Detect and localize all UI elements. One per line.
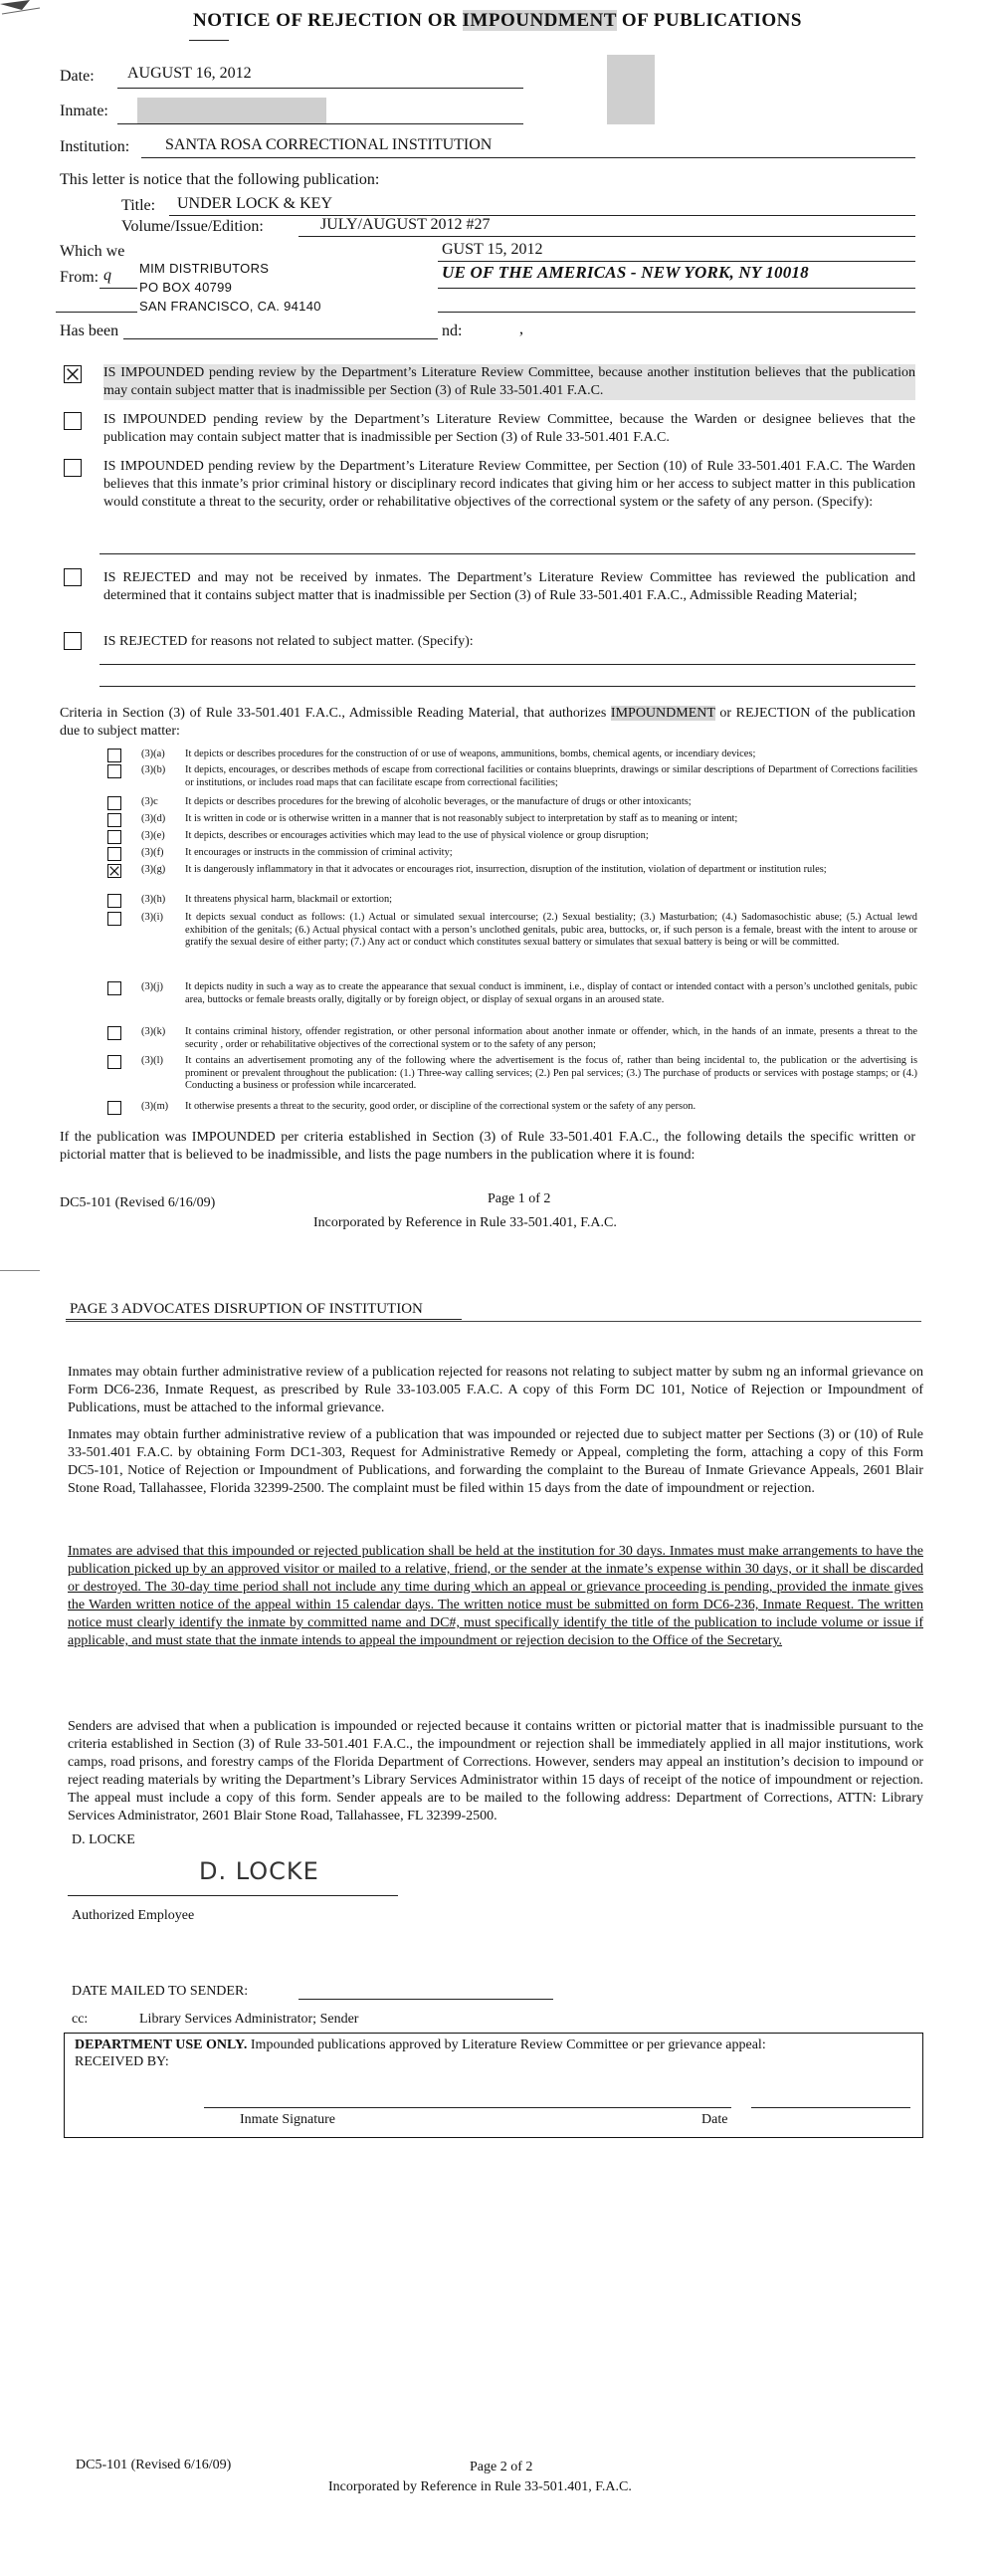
criterion-k-text: It contains criminal history, offender registration, or other personal information about another inmate or offender, which, in the hands of an inmate, presents a threat to the security , order or rehabilitative objectives of the correctional system or to the safety of any person; bbox=[185, 1026, 917, 1050]
option-2-text: IS IMPOUNDED pending review by the Department’s Literature Review Committee, because the Warden or designee believes that the publication may contain subject matter that is inadmissible per Section (3) of Rule 33-501.401 F.A.C. bbox=[103, 412, 915, 445]
department-use-heading bbox=[75, 2037, 766, 2054]
criterion-m-checkbox[interactable] bbox=[107, 1101, 121, 1115]
inmate-label: Inmate: bbox=[60, 103, 108, 119]
impounded-details-text: If the publication was IMPOUNDED per criteria established in Section (3) of Rule 33-501.401 F.A.C., the following details the specific written or pictorial matter that is believed to be inadmissible, and lists the page numbers in the publication where it is found: bbox=[60, 1130, 915, 1163]
criterion-b-checkbox[interactable] bbox=[107, 764, 121, 778]
criterion-f-checkbox[interactable] bbox=[107, 847, 121, 861]
title-part-2: OF PUBLICATIONS bbox=[616, 10, 802, 31]
option-2-checkbox[interactable] bbox=[64, 412, 82, 430]
criterion-c-checkbox[interactable] bbox=[107, 796, 121, 810]
option-5-specify-line-2 bbox=[100, 686, 915, 687]
which-line bbox=[438, 261, 915, 262]
typed-employee-name: D. LOCKE bbox=[72, 1832, 135, 1847]
institution-line bbox=[141, 157, 915, 158]
x-mark-icon bbox=[108, 865, 120, 877]
criteria-intro-part-1: Criteria in Section (3) of Rule 33-501.401 F.A.C., Admissible Reading Material, that authorizes bbox=[60, 706, 611, 721]
sender-stamp-line-3: SAN FRANCISCO, CA. 94140 bbox=[139, 299, 321, 314]
criteria-intro-part-2: or REJECTION of the publication due to subject matter: bbox=[60, 706, 916, 739]
criteria-intro-highlight: IMPOUNDMENT bbox=[610, 706, 715, 721]
sender-stamp-line-2: PO BOX 40799 bbox=[139, 280, 233, 295]
title-part-1: NOTICE OF REJECTION OR bbox=[193, 10, 463, 31]
criterion-l-text: It contains an advertisement promoting any of the following where the advertisement is the focus of, rather than being incidental to, the publication or the advertising is prominent or prevalent throughout the publication: (1.) Three-way calling services; (2.) Pen pal services; (3.) The purchase of products or services with postage stamps; or (4.) Conducting a business or profession while incarcerated. bbox=[185, 1055, 917, 1091]
criterion-k-checkbox[interactable] bbox=[107, 1026, 121, 1040]
criterion-d-text: It is written in code or is otherwise written in a manner that is not reasonably subject to interpretation by staff as to meaning or intent; bbox=[185, 813, 738, 824]
page-2-form-id: DC5-101 (Revised 6/16/09) bbox=[76, 2458, 232, 2472]
inmate-signature-label: Inmate Signature bbox=[240, 2112, 336, 2127]
volume-value: JULY/AUGUST 2012 #27 bbox=[320, 216, 491, 233]
receipt-date-line bbox=[751, 2107, 910, 2108]
has-been-line bbox=[123, 338, 438, 339]
page-2-header-line bbox=[66, 1319, 462, 1320]
option-5-text: IS REJECTED for reasons not related to subject matter. (Specify): bbox=[103, 634, 474, 649]
x-mark-icon bbox=[65, 366, 81, 382]
criterion-b-text: It depicts, encourages, or describes methods of escape from correctional facilities or contains blueprints, drawings or similar descriptions of Department of Corrections facilities or institutions, or includes road maps that can facilitate escape from correctional facilities; bbox=[185, 764, 917, 788]
date-mailed-line bbox=[298, 1999, 553, 2000]
paragraph-sender-appeals: Senders are advised that when a publication is impounded or rejected because it contains written or pictorial matter that is inadmissible pursuant to the criteria established in Section (3) of Rule 33-501.401 F.A.C., the impoundment or rejection shall be immediately applied in all major institutions, work camps, road prisons, and forestry camps of the Florida Department of Corrections. However, senders may appeal an institution’s decision to impound or reject reading materials by writing the Department’s Library Services Administrator within 15 days of receipt of the notice of impoundment or rejection. The appeal must include a copy of this form. Sender appeals are to be mailed to the following address: Department of Corrections, ATTN: Library Services Administrator, 2601 Blair Stone Road, Tallahassee, FL 32399-2500. bbox=[68, 1719, 923, 1824]
criterion-c-code: (3)c bbox=[141, 796, 158, 807]
criterion-g-text: It is dangerously inflammatory in that it advocates or encourages riot, insurrection, disruption of the institution, violation of department or institution rules; bbox=[185, 864, 827, 875]
cc-value: Library Services Administrator; Sender bbox=[139, 2012, 359, 2027]
criterion-f-text: It encourages or instructs in the commission of criminal activity; bbox=[185, 847, 453, 858]
option-3-text: IS IMPOUNDED pending review by the Department’s Literature Review Committee, per Section (10) of Rule 33-501.401 F.A.C. The Warden believes that this inmate’s prior criminal history or disciplinary record indicates that giving him or her access to subject matter in this publication would constitute a threat to the security, order or rehabilitative objectives of the correctional system or the safety of any person. (Specify): bbox=[103, 459, 915, 510]
from-stub-2 bbox=[56, 312, 137, 313]
criterion-m-text: It otherwise presents a threat to the security, good order, or discipline of the correctional system or the safety of any person. bbox=[185, 1101, 696, 1112]
criterion-i-text: It depicts sexual conduct as follows: (1.) Actual or simulated sexual intercourse; (2.) Sexual bestiality; (3.) Masturbation; (4.) Sadomasochistic abuse; (5.) Actual lewd exhibition of the genitals; (6.) Actual physical contact with a person’s unclothed genitals, pubic area, buttocks, or, if such person is a female, breast with the intent to arouse or gratify the sexual desire of either party; (7.) Any act or conduct which constitutes sexual battery or simulates that sexual battery is being or will be committed. bbox=[185, 912, 917, 948]
criterion-j-code: (3)(j) bbox=[141, 981, 163, 992]
criterion-l-checkbox[interactable] bbox=[107, 1055, 121, 1069]
comma-mark: , bbox=[519, 321, 523, 337]
criterion-j-checkbox[interactable] bbox=[107, 981, 121, 995]
publication-title-line bbox=[169, 215, 915, 216]
criterion-a-checkbox[interactable] bbox=[107, 749, 121, 762]
publication-title-label: Title: bbox=[121, 197, 156, 214]
from-line-1 bbox=[438, 288, 915, 289]
has-been-label: Has been bbox=[60, 322, 119, 339]
received-by-label: RECEIVED BY: bbox=[75, 2054, 169, 2069]
from-mark: q bbox=[103, 267, 111, 284]
notice-intro: This letter is notice that the following publication: bbox=[60, 171, 380, 188]
date-value: AUGUST 16, 2012 bbox=[127, 65, 252, 82]
sender-stamp bbox=[139, 261, 321, 315]
page-2-incorporated: Incorporated by Reference in Rule 33-501.401, F.A.C. bbox=[328, 2479, 632, 2494]
department-use-box bbox=[64, 2033, 923, 2138]
option-1-text: IS IMPOUNDED pending review by the Department’s Literature Review Committee, because another institution believes that the publication may contain subject matter that is inadmissible per Section (3) of Rule 33-501.401 F.A.C. bbox=[103, 365, 915, 398]
redaction-box-top-right bbox=[607, 55, 655, 124]
notice-title bbox=[0, 10, 995, 32]
sender-stamp-line-1: MIM DISTRIBUTORS bbox=[139, 261, 270, 276]
criterion-e-text: It depicts, describes or encourages activities which may lead to the use of physical violence or group disruption; bbox=[185, 830, 649, 841]
from-stub-1 bbox=[100, 288, 137, 289]
criterion-e-checkbox[interactable] bbox=[107, 830, 121, 844]
paragraph-30-day-hold: Inmates are advised that this impounded or rejected publication shall be held at the institution for 30 days. Inmates must make arrangements to have the publication picked up by an approved visitor or mailed to a relative, friend, or the sender at the inmate’s expense within 30 days, or it shall be discarded or destroyed. The 30-day time period shall not include any time during which an appeal or grievance proceeding is pending, provided the inmate gives the Warden written notice of the appeal within 15 calendar days. The written notice must be submitted on form DC6-236, Inmate Request. The written notice must clearly identify the inmate by committed name and DC#, must specifically identify the title of the publication to include volume or issue if applicable, and must state that the inmate intends to appeal the impoundment or rejection decision to the Office of the Secretary. bbox=[68, 1544, 923, 1648]
criterion-i-code: (3)(i) bbox=[141, 912, 163, 923]
inmate-line bbox=[117, 123, 523, 124]
page-2-header: PAGE 3 ADVOCATES DISRUPTION OF INSTITUTION bbox=[70, 1301, 423, 1317]
date-line bbox=[117, 88, 523, 89]
page-2-header-line-long bbox=[66, 1321, 921, 1322]
criterion-h-code: (3)(h) bbox=[141, 894, 166, 905]
nd-label: nd: bbox=[442, 322, 463, 339]
criterion-d-code: (3)(d) bbox=[141, 813, 166, 824]
criterion-c-text: It depicts or describes procedures for the brewing of alcoholic beverages, or the manufacture of drugs or other intoxicants; bbox=[185, 796, 692, 807]
criterion-i-checkbox[interactable] bbox=[107, 912, 121, 926]
inmate-redaction bbox=[137, 98, 326, 123]
date-label: Date: bbox=[60, 68, 95, 85]
page-break-mark bbox=[0, 1270, 40, 1271]
from-label: From: bbox=[60, 269, 100, 286]
cc-label: cc: bbox=[72, 2012, 89, 2027]
page-2-number: Page 2 of 2 bbox=[470, 2460, 533, 2474]
paragraph-informal-grievance: Inmates may obtain further administrative review of a publication rejected for reasons not relating to subject matter by subm ng an informal grievance on Form DC6-236, Inmate Request, as prescribed by Rule 33-103.005 F.A.C. A copy of this Form DC 101, Notice of Rejection or Impoundment of Publications, must be attached to the informal grievance. bbox=[68, 1365, 923, 1415]
publication-title-value: UNDER LOCK & KEY bbox=[177, 195, 332, 212]
criterion-l-code: (3)(l) bbox=[141, 1055, 163, 1066]
which-label: Which we bbox=[60, 243, 125, 260]
option-3-checkbox[interactable] bbox=[64, 459, 82, 477]
criterion-m-code: (3)(m) bbox=[141, 1101, 169, 1112]
criterion-j-text: It depicts nudity in such a way as to create the appearance that sexual conduct is imminent, i.e., display of contact or intended contact with a person’s unclothed genitals, pubic area, buttocks or female breasts orally, digitally or by foreign object, or display of sexual organs in an aroused state. bbox=[185, 981, 917, 1005]
from-value: UE OF THE AMERICAS - NEW YORK, NY 10018 bbox=[442, 263, 809, 282]
signature-line bbox=[68, 1895, 398, 1896]
criterion-g-checkbox[interactable] bbox=[107, 864, 121, 878]
date-mailed-label: DATE MAILED TO SENDER: bbox=[72, 1984, 249, 1999]
page-1-form-id: DC5-101 (Revised 6/16/09) bbox=[60, 1195, 216, 1210]
criterion-b-code: (3)(b) bbox=[141, 764, 166, 775]
inmate-signature-line bbox=[204, 2107, 731, 2108]
criterion-h-text: It threatens physical harm, blackmail or extortion; bbox=[185, 894, 393, 905]
department-use-rest: Impounded publications approved by Literature Review Committee or per grievance appeal: bbox=[247, 2038, 766, 2052]
institution-value: SANTA ROSA CORRECTIONAL INSTITUTION bbox=[165, 136, 493, 153]
department-use-bold: DEPARTMENT USE ONLY. bbox=[75, 2038, 248, 2052]
employee-signature: D. LOCKE bbox=[199, 1857, 319, 1885]
volume-label: Volume/Issue/Edition: bbox=[121, 218, 264, 235]
page-1-number: Page 1 of 2 bbox=[488, 1191, 551, 1206]
option-4-checkbox[interactable] bbox=[64, 568, 82, 586]
criteria-intro bbox=[60, 705, 915, 741]
option-4-text: IS REJECTED and may not be received by inmates. The Department’s Literature Review Committee has reviewed the publication and determined that it contains subject matter that is inadmissible per Section (3) of Rule 33-501.401 F.A.C., Admissible Reading Material; bbox=[103, 570, 915, 603]
criterion-e-code: (3)(e) bbox=[141, 830, 165, 841]
receipt-date-label: Date bbox=[701, 2112, 728, 2127]
option-5-specify-line-1 bbox=[100, 664, 915, 665]
institution-label: Institution: bbox=[60, 138, 130, 155]
criterion-a-code: (3)(a) bbox=[141, 749, 165, 759]
authorized-employee-label: Authorized Employee bbox=[72, 1908, 195, 1923]
criterion-f-code: (3)(f) bbox=[141, 847, 164, 858]
criterion-d-checkbox[interactable] bbox=[107, 813, 121, 827]
volume-line bbox=[298, 236, 915, 237]
criterion-h-checkbox[interactable] bbox=[107, 894, 121, 908]
criterion-a-text: It depicts or describes procedures for the construction of or use of weapons, ammunitions, bombs, chemical agents, or incendiary devices; bbox=[185, 749, 756, 759]
which-value: GUST 15, 2012 bbox=[442, 241, 543, 258]
paragraph-administrative-review: Inmates may obtain further administrative review of a publication that was impounded or rejected due to subject matter per Sections (3) or (10) of Rule 33-501.401 F.A.C. by obtaining Form DC1-303, Request for Administrative Remedy or Appeal, completing the form, attaching a copy of this Form DC5-101, Notice of Rejection or Impoundment of Publications, and forwarding the complaint to the Bureau of Inmate Grievance Appeals, 2601 Blair Stone Road, Tallahassee, Florida 32399-2500. The complaint must be filed within 15 days from the date of impoundment or rejection. bbox=[68, 1427, 923, 1496]
page-1-incorporated: Incorporated by Reference in Rule 33-501.401, F.A.C. bbox=[313, 1215, 617, 1230]
criterion-g-code: (3)(g) bbox=[141, 864, 166, 875]
title-highlight: IMPOUNDMENT bbox=[462, 10, 617, 31]
criterion-k-code: (3)(k) bbox=[141, 1026, 166, 1037]
from-line-2 bbox=[438, 312, 915, 313]
title-underline-stub bbox=[189, 40, 229, 41]
option-3-specify-line bbox=[100, 553, 915, 554]
option-5-checkbox[interactable] bbox=[64, 632, 82, 650]
option-1-checkbox[interactable] bbox=[64, 365, 82, 383]
